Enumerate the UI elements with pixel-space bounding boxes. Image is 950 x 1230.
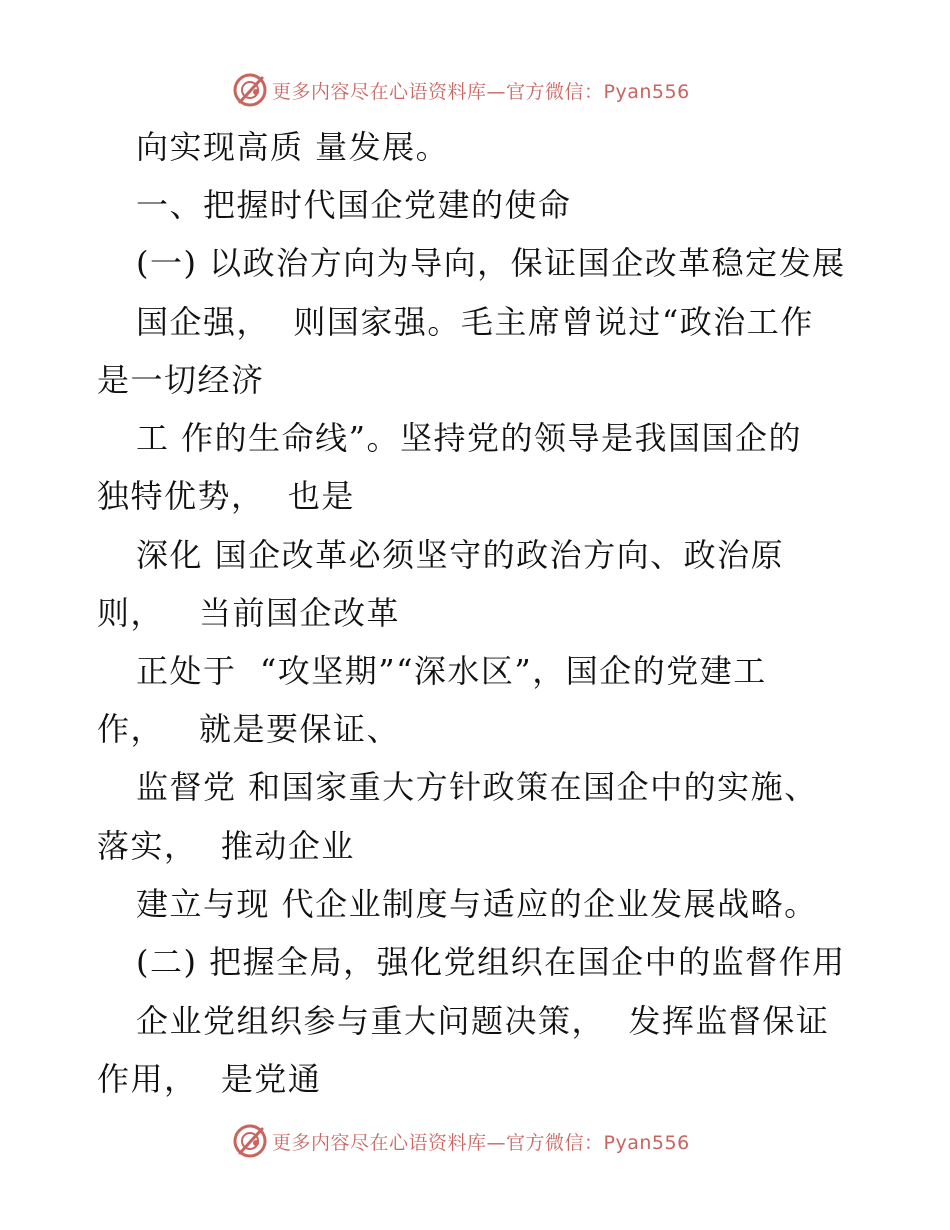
seal-logo-icon [232, 72, 268, 108]
text-line: 则， 当前国企改革 [97, 594, 401, 632]
text-line: 监督党 和国家重大方针政策在国企中的实施、 [136, 768, 818, 806]
text-line: 作， 就是要保证、 [97, 710, 401, 748]
text-line: 是一切经济 [97, 361, 265, 399]
subsection-heading: (一) 以政治方向为导向，保证国企改革稳定发展 [136, 244, 846, 282]
section-heading: 一、把握时代国企党建的使命 [136, 186, 572, 224]
watermark-text: 更多内容尽在心语资料库—官方微信：Pyan556 [272, 1131, 690, 1154]
text-line: 深化 国企改革必须坚守的政治方向、政治原 [136, 536, 785, 574]
text-line: 建立与现 代企业制度与适应的企业发展战略。 [136, 885, 818, 923]
subsection-heading: (二) 把握全局，强化党组织在国企中的监督作用 [136, 943, 846, 981]
watermark-header [232, 72, 690, 108]
text-line: 向实现高质 量发展。 [136, 128, 450, 166]
watermark-text: 更多内容尽在心语资料库—官方微信：Pyan556 [272, 80, 690, 103]
text-line: 独特优势， 也是 [97, 477, 355, 515]
watermark-footer [232, 1123, 690, 1159]
text-line: 企业党组织参与重大问题决策， 发挥监督保证 [136, 1002, 830, 1040]
text-line: 落实， 推动企业 [97, 827, 355, 865]
text-line: 作用， 是党通 [97, 1060, 322, 1098]
text-line: 国企强， 则国家强。毛主席曾说过“政治工作 [136, 303, 814, 341]
text-line: 正处于 “攻坚期”“深水区”，国企的党建工 [136, 652, 767, 690]
seal-logo-icon [232, 1123, 268, 1159]
text-line: 工 作的生命线”。坚持党的领导是我国国企的 [136, 419, 803, 457]
